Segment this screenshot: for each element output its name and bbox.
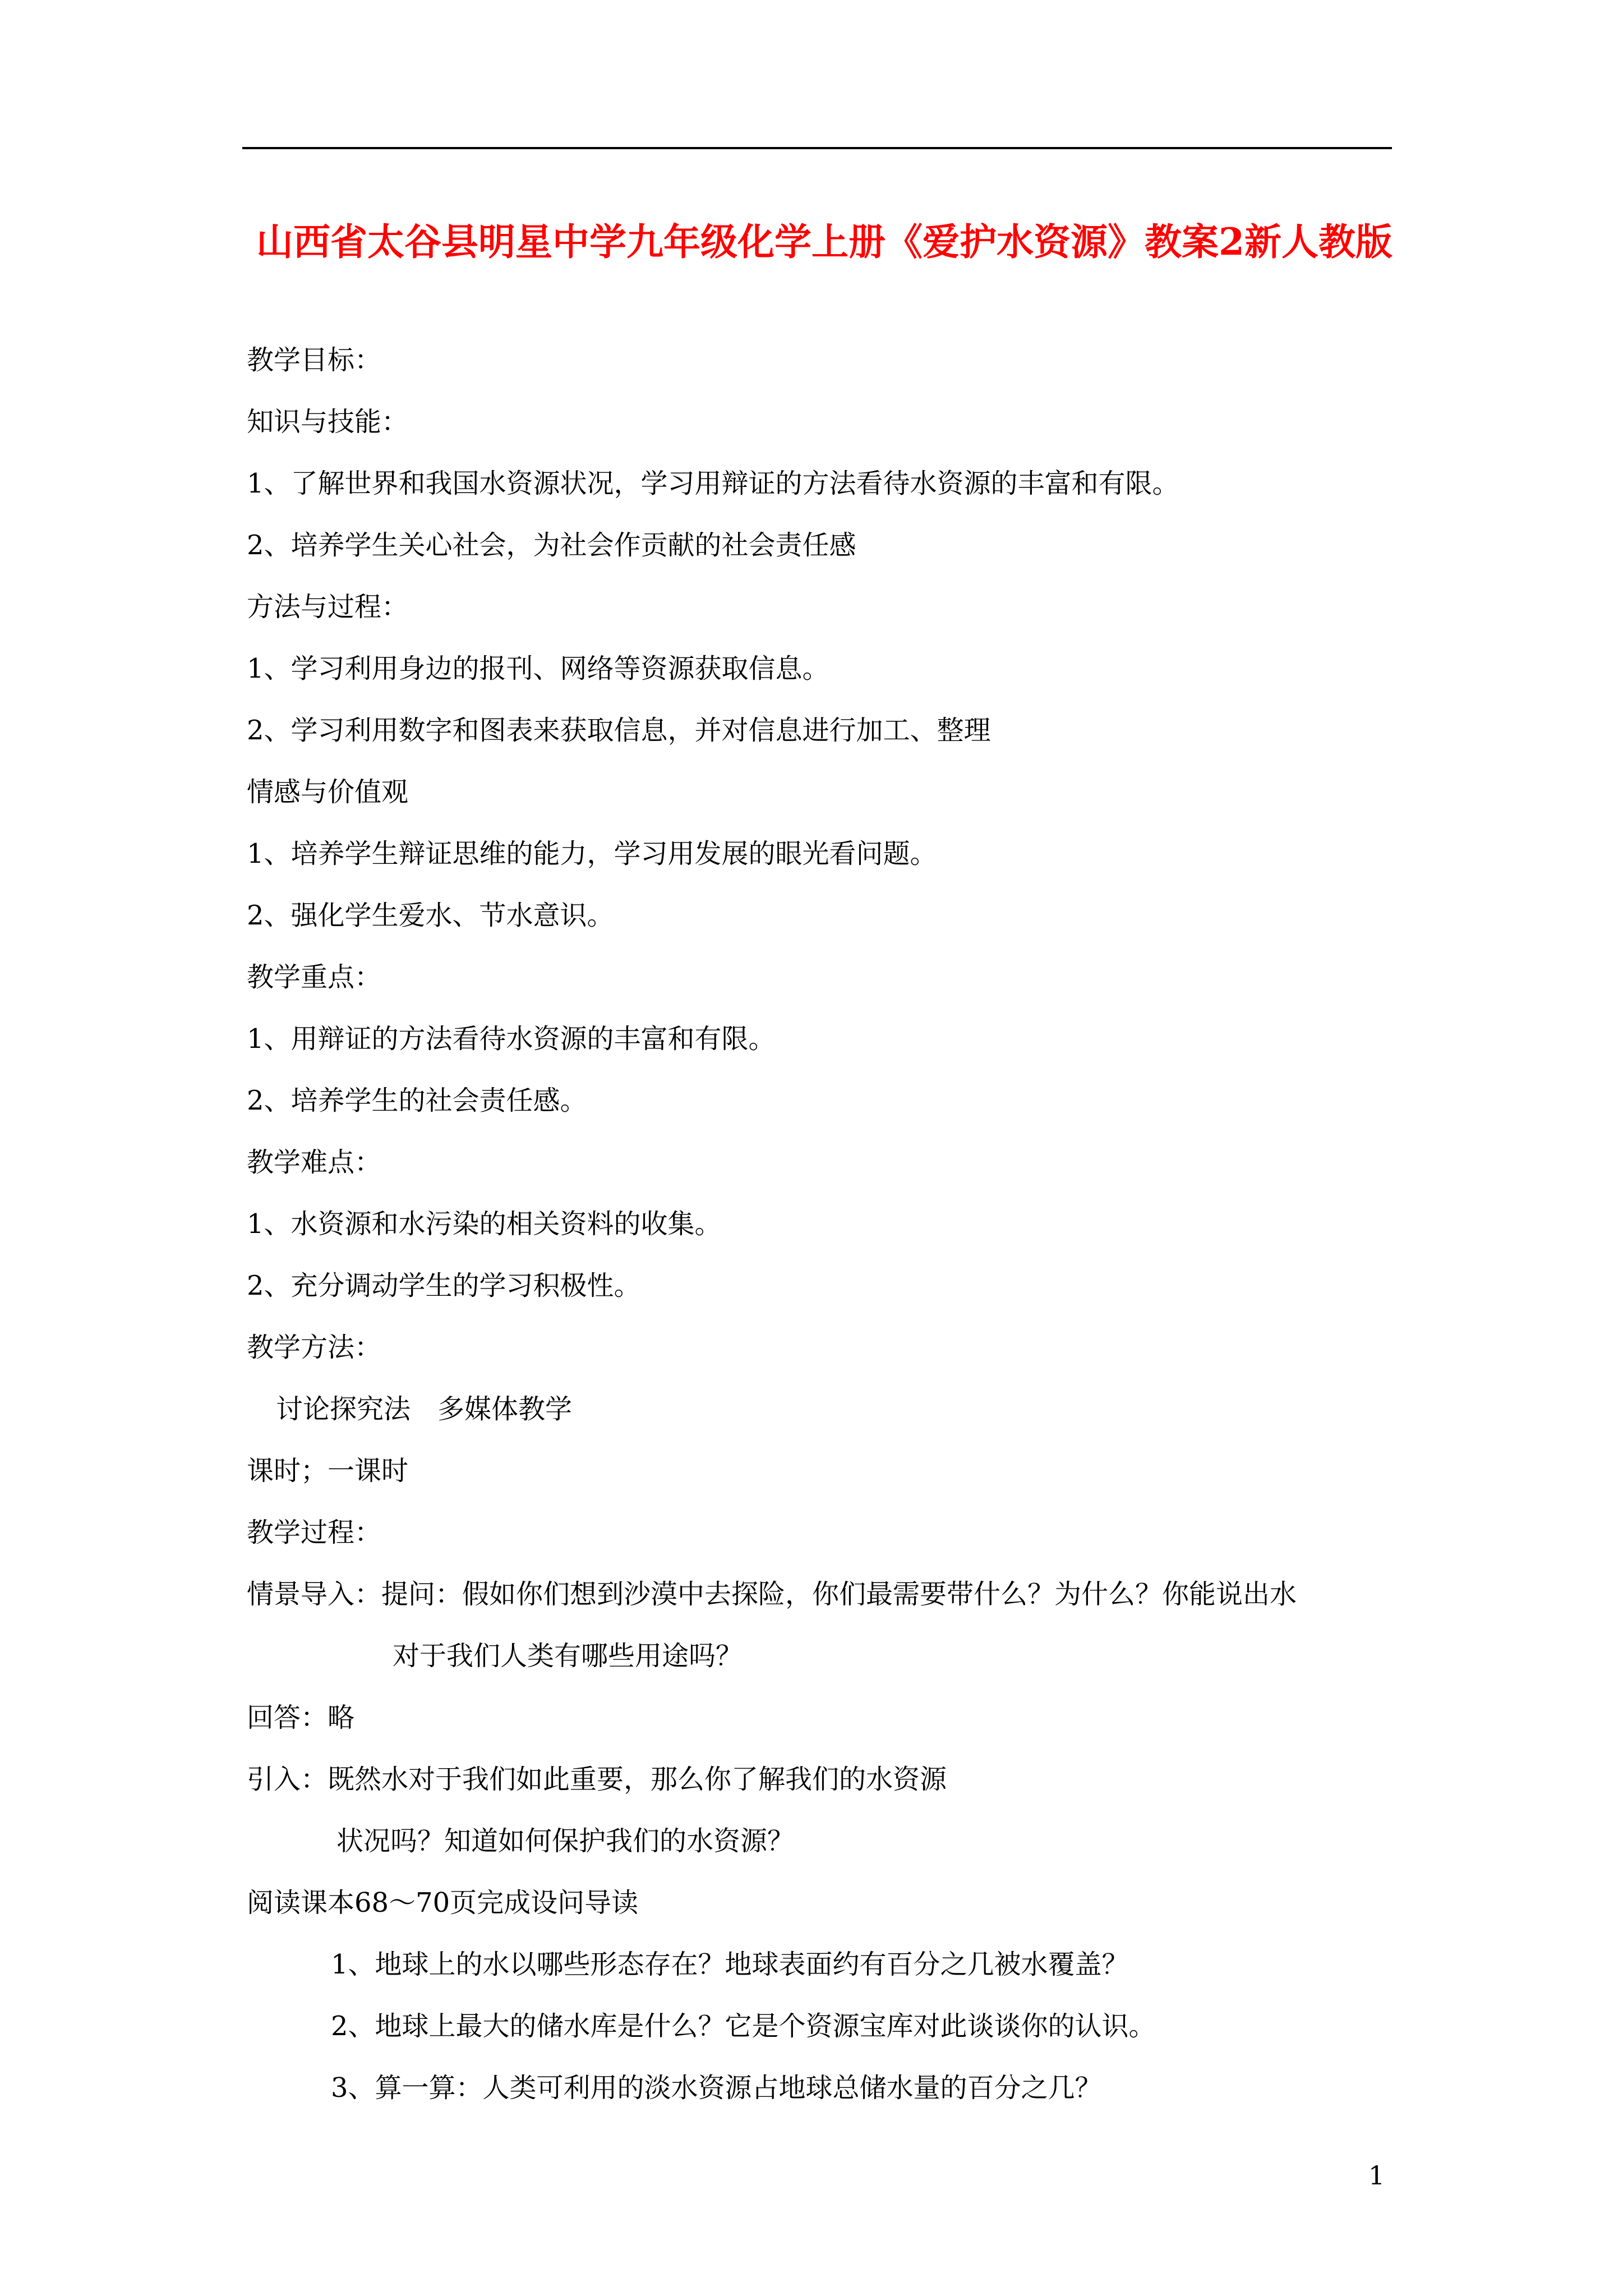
body-line: 教学过程： xyxy=(247,1517,382,1548)
page-number: 1 xyxy=(1368,2160,1385,2191)
body-line: 2、地球上最大的储水库是什么？它是个资源宝库对此谈谈你的认识。 xyxy=(331,2010,1156,2042)
body-line: 教学方法： xyxy=(247,1332,382,1363)
body-line: 1、水资源和水污染的相关资料的收集。 xyxy=(247,1208,722,1240)
body-line: 3、算一算：人类可利用的淡水资源占地球总储水量的百分之几？ xyxy=(331,2072,1102,2104)
body-line: 1、地球上的水以哪些形态存在？地球表面约有百分之几被水覆盖？ xyxy=(331,1949,1129,1980)
body-line: 1、培养学生辩证思维的能力，学习用发展的眼光看问题。 xyxy=(247,838,937,869)
body-line: 教学目标： xyxy=(247,344,382,376)
body-line: 2、学习利用数字和图表来获取信息，并对信息进行加工、整理 xyxy=(247,715,991,746)
header-rule xyxy=(242,147,1392,149)
body-line: 1、用辩证的方法看待水资源的丰富和有限。 xyxy=(247,1023,776,1055)
body-line: 2、强化学生爱水、节水意识。 xyxy=(247,900,614,931)
body-line: 1、了解世界和我国水资源状况，学习用辩证的方法看待水资源的丰富和有限。 xyxy=(247,468,1179,499)
body-line: 情景导入：提问：假如你们想到沙漠中去探险，你们最需要带什么？为什么？你能说出水 xyxy=(247,1579,1297,1610)
body-line: 1、学习利用身边的报刊、网络等资源获取信息。 xyxy=(247,653,829,684)
body-line: 知识与技能： xyxy=(247,406,409,438)
body-line: 教学难点： xyxy=(247,1147,382,1178)
body-line: 讨论探究法 多媒体教学 xyxy=(276,1393,573,1425)
body-line: 方法与过程： xyxy=(247,591,409,623)
body-line: 状况吗？知道如何保护我们的水资源？ xyxy=(336,1825,795,1857)
body-line: 2、充分调动学生的学习积极性。 xyxy=(247,1270,641,1301)
body-line: 教学重点： xyxy=(247,961,382,993)
body-line: 引入：既然水对于我们如此重要，那么你了解我们的水资源 xyxy=(247,1764,947,1795)
body-line: 阅读课本68～70页完成设问导读 xyxy=(247,1887,639,1918)
body-line: 情感与价值观 xyxy=(247,776,409,808)
document-title: 山西省太谷县明星中学九年级化学上册《爱护水资源》教案2新人教版 xyxy=(256,220,1393,264)
body-line: 2、培养学生关心社会，为社会作贡献的社会责任感 xyxy=(247,530,856,561)
body-line: 对于我们人类有哪些用途吗？ xyxy=(393,1640,743,1672)
body-line: 回答：略 xyxy=(247,1702,355,1733)
body-line: 2、培养学生的社会责任感。 xyxy=(247,1085,587,1116)
body-line: 课时；一课时 xyxy=(247,1455,409,1487)
